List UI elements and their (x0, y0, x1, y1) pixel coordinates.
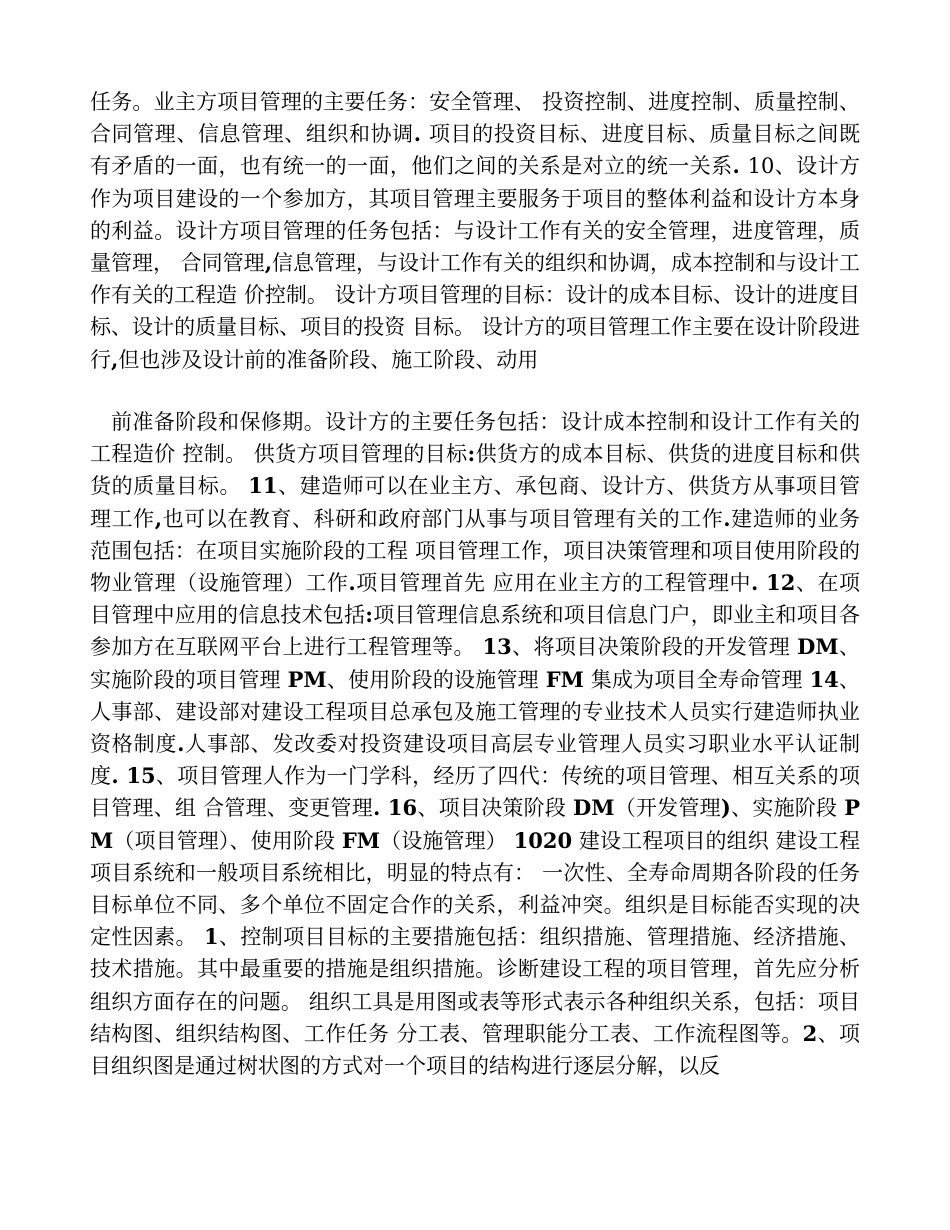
text-segment: . (732, 153, 748, 179)
text-segment: . (413, 121, 429, 147)
text-segment: 1 (203, 924, 219, 950)
text-segment: , (264, 250, 272, 276)
text-segment: . 16 (373, 795, 418, 821)
text-segment: 项目的投资目标、进度目标、质量目标之间既有矛盾的一面，也有统一的一面，他们之间的关系是对立的统一关系 (90, 122, 861, 179)
text-segment: 14 (809, 666, 839, 692)
text-segment: 人事部、发改委对投资建设项目高层专业管理人员实习职业水平认证制度 (90, 732, 861, 789)
text-segment: 建造师的业务范围包括：在项目实施阶段的工程 项目管理工作，项目决策管理和项目使用阶段的物业管理（设施管理）工作 (90, 506, 861, 596)
text-segment: : (365, 602, 374, 628)
text-segment: 建设工程项目的组织 建设工程项目系统和一般项目系统相比，明显的特点有： 一次性、全寿命周期各阶段的任务 目标单位不同、多个单位不固定合作的关系，利益冲突。组织是目标能否实现的决定性因素。 (90, 828, 860, 950)
text-segment: 、将项目决策阶段的开发管理 (511, 635, 798, 660)
text-segment: . 15 (111, 763, 156, 789)
text-segment: 、项目管理人作为一门学科，经历了四代：传统的项目管理、相互关系的项目管理、组 合管理、变更管理 (90, 764, 861, 821)
text-segment: . (177, 731, 185, 757)
text-segment: , (111, 346, 119, 372)
text-segment: （设施管理） (380, 828, 514, 853)
text-segment: 项目管理信息系统和项目信息门户，即业主和项目各参加方在互联网平台上进行工程管理等。 (90, 603, 861, 660)
body-paragraph-1 (90, 86, 860, 376)
text-segment: PM (287, 666, 327, 692)
text-segment: 1020 (513, 827, 573, 853)
text-segment: PM (90, 795, 860, 853)
text-segment: 、实施阶段的项目管理 (90, 635, 860, 692)
text-segment: 、人事部、建设部对建设工程项目总承包及施工管理的专业技术人员实行建造师执业资格制度 (90, 667, 860, 757)
text-segment: . 12 (751, 570, 796, 596)
text-segment: , (154, 505, 163, 531)
text-segment: 也可以在教育、科研和政府部门从事与项目管理有关的工作 (162, 506, 724, 531)
text-segment: 2 (802, 1020, 818, 1046)
text-segment: DM (797, 634, 839, 660)
text-segment: 供货方的成本目标、供货的进度目标和供货的质量目标。 (90, 442, 860, 499)
text-segment: 、在项目管理中应用的信息技术包括 (90, 571, 861, 628)
text-segment: 、建造师可以在业主方、承包商、设计方、供货方从事项目管理工作 (90, 474, 860, 531)
text-segment: 10、设计方作为项目建设的一个参加方，其项目管理主要服务于项目的整体利益和设计方本身的利益。设计方项目管理的任务包括：与设计工作有关的安全管理，进度管理，质量管理， 合同管理 (90, 154, 860, 276)
text-segment: FM (545, 666, 584, 692)
text-segment: 集成为项目全寿命管理 (583, 667, 810, 692)
text-segment: 、控制项目目标的主要措施包括：组织措施、管理措施、经济措施、技术措施。其中最重要的措施是组织措施。诊断建设工程的项目管理，首先应分析组织方面存在的问题。 组织工具是用图或表等形式表示各种组织关系，包括：项目结构图、组织结构图、工作任务 分工表、管理职能分工表、工作流程图等。 (90, 925, 860, 1046)
text-segment: 、实施阶段 (730, 796, 845, 821)
text-segment: DM (572, 795, 615, 821)
text-segment: 13 (474, 634, 512, 660)
text-segment: 、使用阶段的设施管理 (326, 667, 546, 692)
text-segment: 、项目决策阶段 (417, 796, 573, 821)
text-segment: 信息管理，与设计工作有关的组织和协调，成本控制和与设计工作有关的工程造 价控制。 设计方项目管理的目标：设计的成本目标、设计的进度目标、设计的质量目标、项目的投资 目标。 设计方的项目管理工作主要在设计阶段进行 (90, 251, 860, 372)
text-segment: : (467, 441, 476, 467)
text-segment: ) (720, 795, 731, 821)
text-segment: 任务。业主方项目管理的主要任务：安全管理、 投资控制、进度控制、质量控制、合同管理、信息管理、组织和协调 (90, 90, 860, 147)
text-segment: （开发管理 (614, 796, 721, 821)
text-segment: 项目管理首先 应用在业主方的工程管理中 (355, 571, 752, 596)
text-segment: 但也涉及设计前的准备阶段、施工阶段、动用 (118, 347, 539, 372)
text-segment: FM (341, 827, 381, 853)
body-paragraph-2 (90, 406, 860, 1082)
text-segment: （项目管理）、使用阶段 (113, 828, 342, 853)
text-segment: . (348, 570, 356, 596)
text-segment: 11 (248, 473, 278, 499)
text-segment: 、项目组织图是通过树状图的方式对一个项目的结构进行逐层分解，以反 (90, 1021, 860, 1079)
text-segment: . (723, 505, 731, 531)
text-segment: 前准备阶段和保修期。设计方的主要任务包括：设计成本控制和设计工作有关的工程造价 控制。 供货方项目管理的目标 (90, 410, 860, 467)
